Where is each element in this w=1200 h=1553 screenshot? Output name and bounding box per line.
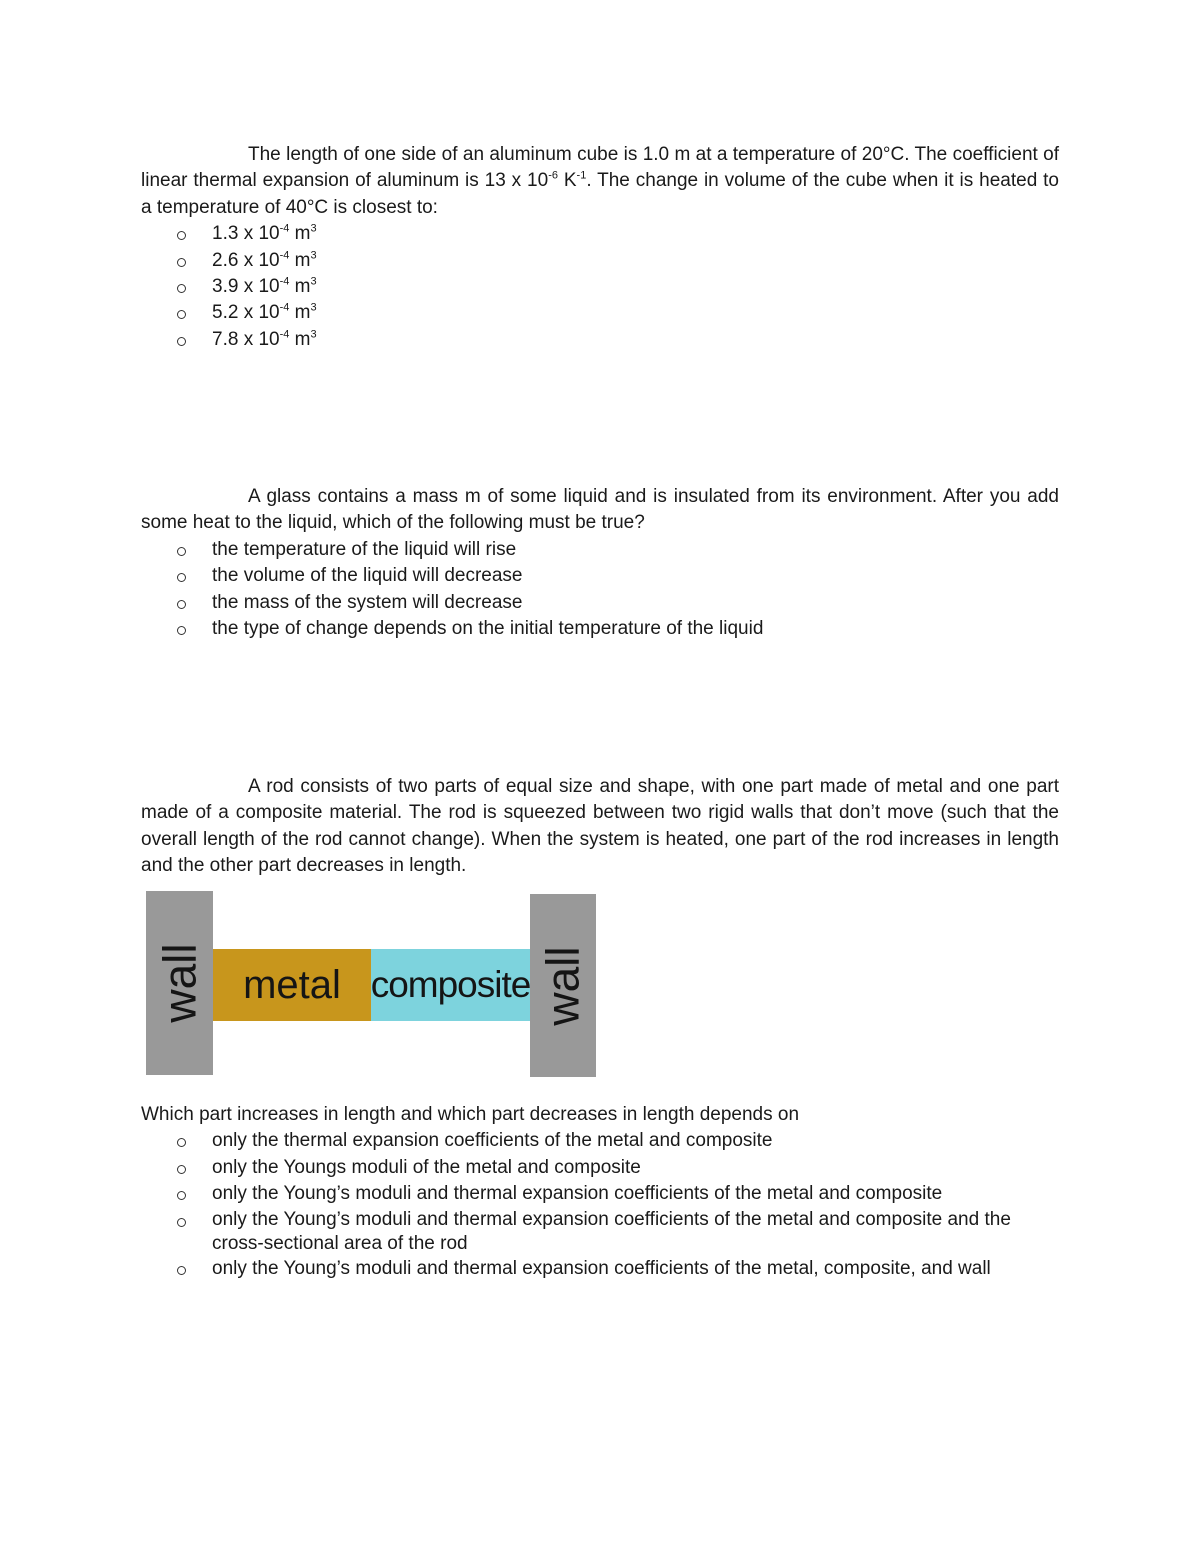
answer-option[interactable]: [141, 1155, 1059, 1181]
radio-circle-icon[interactable]: [177, 337, 186, 346]
composite-segment: [371, 949, 530, 1021]
right-wall: [530, 894, 596, 1077]
q1-stem-exponent-2: -1: [576, 170, 587, 183]
option-exponent: -4: [279, 328, 290, 341]
question-3-prompt: Which part increases in length and which part decreases in length depends on: [141, 1104, 800, 1125]
option-unit: m: [289, 302, 311, 324]
option-unit: m: [289, 249, 311, 271]
answer-option[interactable]: [141, 248, 1059, 274]
option-label: only the Young’s moduli and thermal expansion coefficients of the metal, composite, and wall: [212, 1257, 991, 1279]
option-unit: m: [289, 223, 311, 245]
question-2-stem: A glass contains a mass m of some liquid and is insulated from its environment. After you add some heat to the liquid, which of the following must be true?: [141, 486, 1059, 534]
option-label: the type of change depends on the initial temperature of the liquid: [212, 618, 764, 640]
question-3: [141, 774, 1059, 880]
option-unit: m: [289, 328, 311, 350]
left-wall: [146, 891, 213, 1075]
answer-option[interactable]: [141, 1208, 1059, 1256]
left-wall-label: wall: [153, 943, 206, 1023]
option-value: 5.2 x 10: [212, 302, 280, 324]
question-3-options: [141, 1128, 1059, 1282]
answer-option[interactable]: [141, 1181, 1059, 1207]
option-unit-exponent: 3: [310, 275, 317, 288]
radio-circle-icon[interactable]: [177, 547, 186, 556]
option-label: only the Youngs moduli of the metal and composite: [212, 1156, 641, 1178]
q1-stem-exponent-1: -6: [548, 170, 558, 183]
option-label: only the thermal expansion coefficients of the metal and composite: [212, 1130, 773, 1152]
answer-option[interactable]: [141, 274, 1059, 300]
radio-circle-icon[interactable]: [177, 626, 186, 635]
metal-label: metal: [243, 962, 341, 1007]
metal-segment: [213, 949, 371, 1021]
option-label: the temperature of the liquid will rise: [212, 538, 517, 560]
right-wall-label: wall: [537, 945, 589, 1026]
answer-option[interactable]: [141, 537, 1059, 563]
option-unit: m: [289, 276, 311, 298]
answer-option[interactable]: [141, 590, 1059, 616]
option-unit-exponent: 3: [310, 302, 317, 315]
question-1-stem: [141, 142, 1059, 221]
option-exponent: -4: [279, 249, 290, 262]
radio-circle-icon[interactable]: [177, 573, 186, 582]
option-value: 3.9 x 10: [212, 276, 280, 298]
option-label: the volume of the liquid will decrease: [212, 565, 523, 587]
answer-option[interactable]: [141, 1256, 1059, 1282]
option-unit-exponent: 3: [310, 222, 317, 235]
question-1-options: [141, 221, 1059, 353]
radio-circle-icon[interactable]: [177, 258, 186, 267]
radio-circle-icon[interactable]: [177, 600, 186, 609]
option-label: only the Young’s moduli and thermal expansion coefficients of the metal and composite and the cross-sectional area of the rod: [212, 1208, 1011, 1254]
q1-stem-text-2: K: [557, 170, 577, 192]
rod-diagram: [146, 891, 598, 1079]
question-2-options: [141, 537, 1059, 643]
question-2: [141, 484, 1059, 642]
option-exponent: -4: [279, 222, 290, 235]
option-unit-exponent: 3: [310, 328, 317, 341]
radio-circle-icon[interactable]: [177, 1218, 186, 1227]
answer-option[interactable]: [141, 1128, 1059, 1154]
q1-stem-text-3: . The change in volume of the cube when it is heated to a temperature of 40°C is closest to:: [141, 170, 1059, 218]
q1-stem-text-1: The length of one side of an aluminum cube is 1.0 m at a temperature of 20°C. The coefficient of linear thermal expansion of aluminum is 13 x 10: [141, 144, 1059, 192]
radio-circle-icon[interactable]: [177, 1191, 186, 1200]
radio-circle-icon[interactable]: [177, 284, 186, 293]
radio-circle-icon[interactable]: [177, 310, 186, 319]
radio-circle-icon[interactable]: [177, 1266, 186, 1275]
composite-label: composite: [370, 964, 531, 1005]
option-value: 1.3 x 10: [212, 223, 280, 245]
option-value: 2.6 x 10: [212, 249, 280, 271]
option-label: only the Young’s moduli and thermal expansion coefficients of the metal and composite: [212, 1183, 943, 1205]
radio-circle-icon[interactable]: [177, 1165, 186, 1174]
answer-option[interactable]: [141, 221, 1059, 247]
option-unit-exponent: 3: [310, 249, 317, 262]
radio-circle-icon[interactable]: [177, 231, 186, 240]
answer-option[interactable]: [141, 563, 1059, 589]
question-1: [141, 142, 1059, 353]
option-exponent: -4: [279, 275, 290, 288]
option-label: the mass of the system will decrease: [212, 591, 523, 613]
question-3-stem: A rod consists of two parts of equal size and shape, with one part made of metal and one part made of a composite material. The rod is squeezed between two rigid walls that don’t move (such that the overall length of the rod cannot change). When the system is heated, one part of the rod increases in length and the other part decreases in length.: [141, 776, 1059, 877]
radio-circle-icon[interactable]: [177, 1138, 186, 1147]
answer-option[interactable]: [141, 327, 1059, 353]
answer-option[interactable]: [141, 616, 1059, 642]
question-3-answers: [141, 1102, 1059, 1282]
answer-option[interactable]: [141, 300, 1059, 326]
option-exponent: -4: [279, 302, 290, 315]
option-value: 7.8 x 10: [212, 328, 280, 350]
